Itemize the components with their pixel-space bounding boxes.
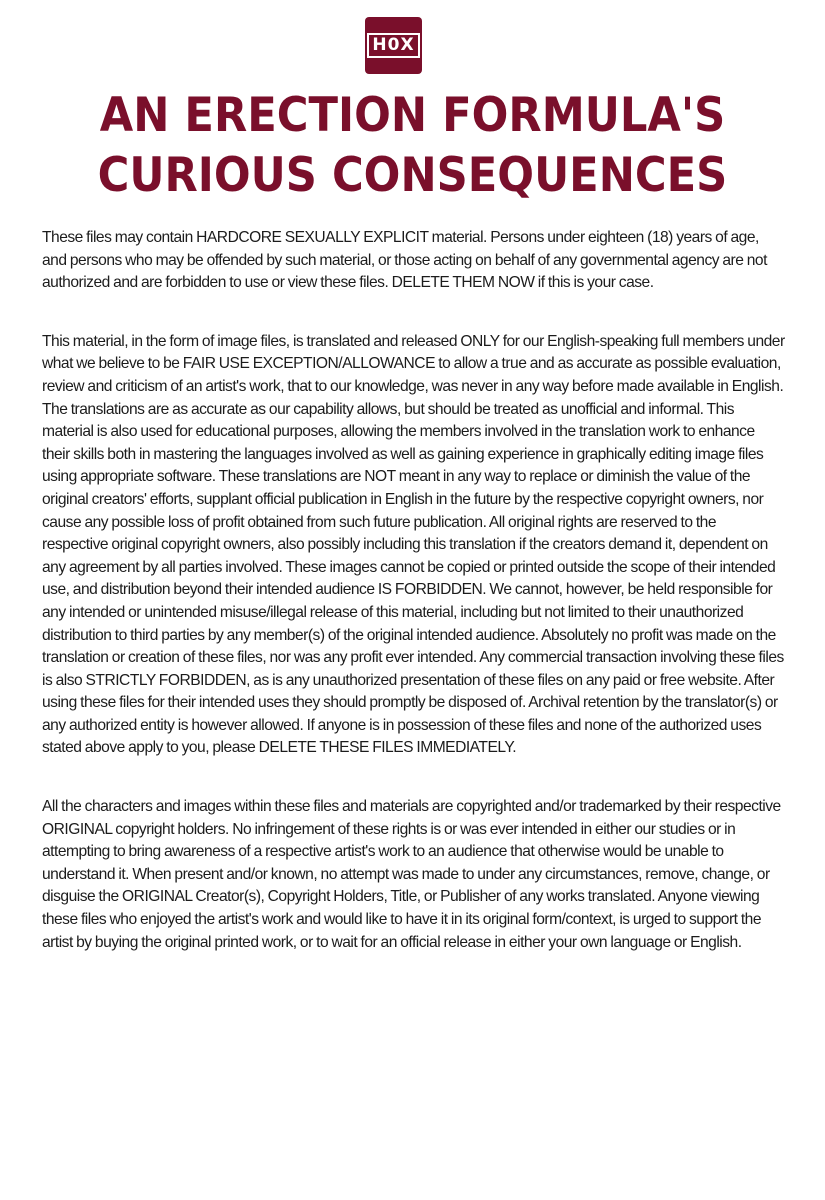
fair-use-paragraph: This material, in the form of image files, is translated and released ONLY for our English-speaking full members under what we believe to be FAIR USE EXCEPTION/ALLOWANCE to allow a true and as accurate as possible evaluation, review and criticism of an artist's work, that to our knowledge, was never in any way before made available in English. The translations are as accurate as our capability allows, but should be treated as unofficial and informal. This material is also used for educational purposes, allowing the members involved in the translation work to enhance their skills both in mastering the languages involved as well as gaining experience in graphically editing image files using appropriate software. These translations are NOT meant in any way to replace or diminish the value of the original creators' efforts, supplant official publication in English in the future by the respective copyright owners, nor cause any possible loss of profit obtained from such future publication. All original rights are reserved to the respective original copyright owners, also possibly including this translation if the creators demand it, dependent on any agreement by all parties involved. These images cannot be copied or printed outside the scope of their intended use, and distribution beyond their intended audience IS FORBIDDEN. We cannot, however, be held responsible for any intended or unintended misuse/illegal release of this material, including but not limited to their unauthorized distribution to third parties by any member(s) of the original intended audience. Absolutely no profit was made on the translation or creation of these files, nor was any profit ever intended. Any commercial transaction involving these files is also STRICTLY FORBIDDEN, as is any unauthorized presentation of these files on any paid or free website. After using these files for their intended uses they should promptly be disposed of. Archival retention by the translator(s) or any authorized entity is however allowed. If anyone is in possession of these files and none of the authorized uses stated above apply to you, please DELETE THESE FILES IMMEDIATELY.: [42, 332, 785, 757]
warning-paragraph: These files may contain HARDCORE SEXUALLY EXPLICIT material. Persons under eighteen (18) years of age, and persons who may be offended by such material, or those acting on behalf of any governmental agency are not authorized and are forbidden to use or view these files. DELETE THEM NOW if this is your case.: [42, 229, 767, 292]
logo-text: H0X: [367, 33, 419, 58]
copyright-paragraph: All the characters and images within these files and materials are copyrighted and/or trademarked by their respective ORIGINAL copyright holders. No infringement of these rights is or was ever intended in either our studies or in attempting to bring awareness of a respective artist's work to an audience that otherwise would be unable to understand it. When present and/or known, no attempt was made to under any circumstances, remove, change, or disguise the ORIGINAL Creator(s), Copyright Holders, Title, or Publisher of any works translated. Anyone viewing these files who enjoyed the artist's work and would like to have it in its original form/context, is urged to support the artist by buying the original printed work, or to wait for an official release in either your own language or English.: [42, 798, 781, 951]
page-title: [33, 86, 792, 206]
title-line-2: CURIOUS CONSEQUENCES: [97, 148, 728, 203]
logo: [365, 17, 422, 74]
title-line-1: AN ERECTION FORMULA'S: [99, 88, 726, 143]
disclaimer-body: [42, 227, 785, 954]
